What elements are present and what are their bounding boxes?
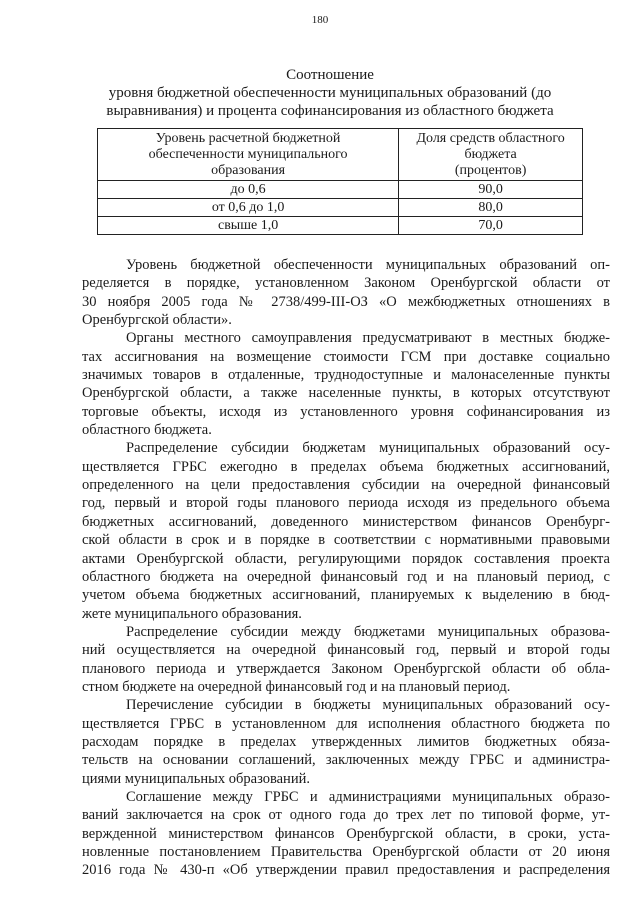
text-line: бюджетных ассигнований, доведенного министерством финансов Оренбург- (82, 513, 610, 530)
title-line: уровня бюджетной обеспеченности муниципальных образований (до (108, 85, 552, 101)
paragraph (82, 623, 610, 696)
table-cell: от 0,6 до 1,0 (98, 199, 399, 217)
text-line: ний осуществляется на очередной финансовый год, первый и второй годы (82, 642, 610, 659)
text-line: значимых товаров в отдаленные, труднодоступные и малонаселенные пункты (82, 367, 610, 384)
paragraph (82, 256, 610, 329)
text-line: Оренбургской области». (82, 312, 232, 329)
text-line: тах ассигнования на возмещение стоимости ГСМ при доставке социально (82, 348, 610, 365)
text-line: жете муниципального образования. (82, 605, 302, 622)
text-line: вержденной министерством финансов Оренбургской области, в сроки, уста- (82, 825, 610, 842)
text-line: областного бюджета на очередной финансовый год и на плановый период, с (82, 568, 610, 585)
document-title (60, 66, 600, 120)
column-header-budget-level: Уровень расчетной бюджетной обеспеченности муниципального образования (98, 129, 399, 181)
text-line: стном бюджете на очередной финансовый год и на плановый период. (82, 678, 511, 695)
paragraph (82, 439, 610, 622)
text-line: торговые объекты, исходя из установленного уровня софинансирования из (82, 403, 610, 420)
ratio-table (97, 128, 583, 235)
text-line: ределяется в порядке, установленном Законом Оренбургской области от (82, 275, 610, 292)
text-line: Распределение субсидии между бюджетами муниципальных образова- (126, 623, 610, 640)
page-number: 180 (311, 14, 329, 26)
table-cell: до 0,6 (98, 181, 399, 199)
text-line: актами Оренбургской области, регулирующими порядок составления проекта (82, 550, 610, 567)
table-row (98, 217, 583, 235)
table-row (98, 181, 583, 199)
text-line: Оренбургской области, а также населенные пункты, в которых отсутствуют (82, 385, 610, 402)
text-line: 30 ноября 2005 года № 2738/499-III-ОЗ «О межбюджетных отношениях в (82, 293, 610, 310)
text-line: Уровень бюджетной обеспеченности муниципальных образований оп- (126, 257, 610, 273)
text-line: тельств на основании соглашений, заключенных между ГРБС и администра- (82, 752, 610, 769)
text-line: 2016 года № 430-п «Об утверждении правил предоставления и распределения (82, 862, 610, 879)
table-cell: 70,0 (399, 217, 583, 235)
text-line: расходам порядке в пределах утвержденных лимитов бюджетных обяза- (82, 733, 610, 750)
column-header-share: Доля средств областного бюджета (процентов) (399, 129, 583, 181)
text-line: Органы местного самоуправления предусматривают в местных бюдже- (126, 330, 610, 347)
text-line: определенного на цели предоставления субсидии на очередной финансовый (82, 477, 610, 494)
body-text (82, 256, 610, 880)
text-line: Соглашение между ГРБС и администрациями муниципальных образо- (126, 788, 610, 805)
text-line: Распределение субсидии бюджетам муниципальных образований осу- (126, 440, 610, 457)
text-line: ществляется ГРБС в установленном для исполнения областного бюджета по (82, 715, 610, 732)
table-cell: 90,0 (399, 181, 583, 199)
table-row (98, 199, 583, 217)
paragraph (82, 788, 610, 880)
text-line: новленные постановлением Правительства Оренбургской области от 20 июня (82, 844, 610, 860)
text-line: планового периода и утверждается Законом Оренбургской области об обла- (82, 660, 610, 677)
text-line: ществляется ГРБС ежегодно в пределах объема бюджетных ассигнований, (82, 458, 610, 475)
text-line: областного бюджета. (82, 422, 212, 439)
text-line: Перечисление субсидии в бюджеты муниципальных образований осу- (126, 697, 610, 714)
table-cell: 80,0 (399, 199, 583, 217)
text-line: ской области в срок и в порядке в соответствии с нормативными правовыми (82, 532, 610, 549)
table-header-row (98, 129, 583, 181)
text-line: циями муниципальных образований. (82, 770, 310, 787)
paragraph (82, 329, 610, 439)
title-line: Соотношение (286, 67, 374, 83)
paragraph (82, 696, 610, 788)
text-line: год, первый и второй годы планового периода исходя из предельного объема (82, 495, 610, 512)
text-line: учетом объема бюджетных ассигнований, планируемых к выделению в бюд- (82, 587, 610, 604)
title-line: выравнивания) и процента софинансирования из областного бюджета (106, 103, 554, 119)
table-cell: свыше 1,0 (98, 217, 399, 235)
text-line: ваний заключается на срок от одного года до трех лет по типовой форме, ут- (82, 807, 610, 824)
